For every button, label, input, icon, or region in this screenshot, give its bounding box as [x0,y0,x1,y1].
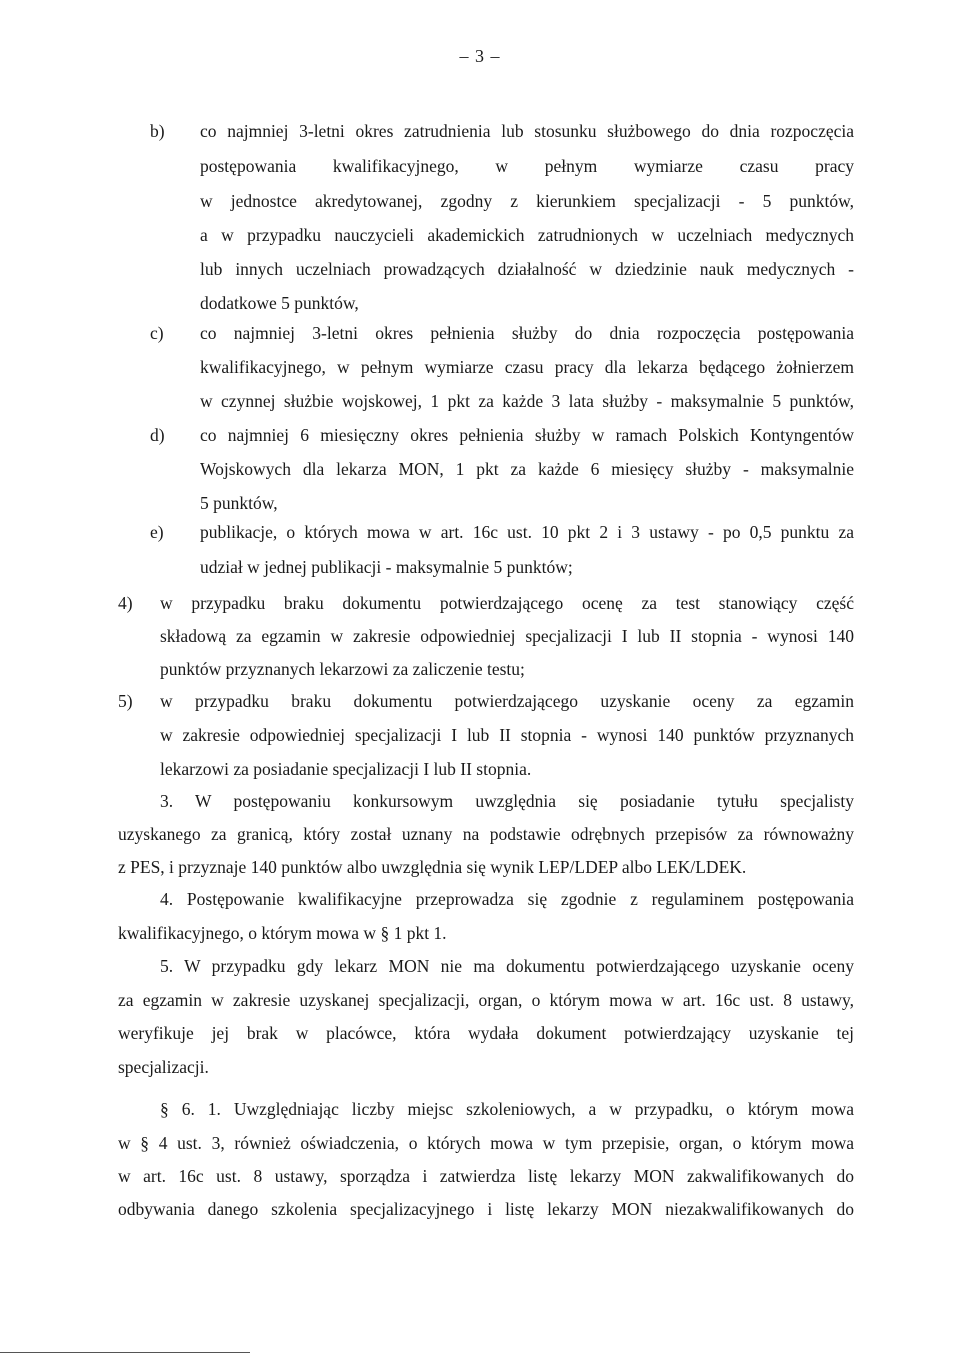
item-b-line: w jednostce akredytowanej, zgodny z kierunkiem specjalizacji - 5 punktów, [200,191,854,211]
point-4-line: w przypadku braku dokumentu potwierdzającego ocenę za test stanowiący część [160,593,854,613]
item-d-label: d) [150,425,165,445]
item-b-line: lub innych uczelniach prowadzących działalność w dziedzinie nauk medycznych - [200,259,854,279]
item-c-line: co najmniej 3-letni okres pełnienia służby do dnia rozpoczęcia postępowania [200,323,854,343]
page-number: – 3 – [459,46,501,66]
item-b-line: dodatkowe 5 punktów, [200,293,359,313]
item-b-line: co najmniej 3-letni okres zatrudnienia lub stosunku służbowego do dnia rozpoczęcia [200,121,854,141]
item-d-line: co najmniej 6 miesięczny okres pełnienia służby w ramach Polskich Kontyngentów [200,425,854,445]
item-c-line: w czynnej służbie wojskowej, 1 pkt za każde 3 lata służby - maksymalnie 5 punktów, [200,391,854,411]
section-6-line: odbywania danego szkolenia specjalizacyjnego i listę lekarzy MON niezakwalifikowanych do [118,1199,854,1219]
point-5-label: 5) [118,691,133,711]
item-c-label: c) [150,323,164,343]
section-6-line: § 6. 1. Uwzględniając liczby miejsc szkoleniowych, a w przypadku, o którym mowa [160,1099,854,1119]
item-e-label: e) [150,522,164,542]
item-b-line: postępowania kwalifikacyjnego, w pełnym wymiarze czasu pracy [200,156,854,176]
point-4-line: punktów przyznanych lekarzowi za zaliczenie testu; [160,659,525,679]
point-5-line: w przypadku braku dokumentu potwierdzającego uzyskanie oceny za egzamin [160,691,854,711]
scan-edge-divider [0,1352,250,1353]
item-b-line: a w przypadku nauczycieli akademickich zatrudnionych w uczelniach medycznych [200,225,854,245]
paragraph-5-line: za egzamin w zakresie uzyskanej specjalizacji, organ, o którym mowa w art. 16c ust. 8 ustawy, [118,990,854,1010]
section-6-line: w § 4 ust. 3, również oświadczenia, o których mowa w tym przepisie, organ, o którym mowa [118,1133,854,1153]
item-b-label: b) [150,121,165,141]
section-6-line: w art. 16c ust. 8 ustawy, sporządza i zatwierdza listę lekarzy MON zakwalifikowanych do [118,1166,854,1186]
paragraph-5-line: 5. W przypadku gdy lekarz MON nie ma dokumentu potwierdzającego uzyskanie oceny [160,956,854,976]
paragraph-4-line: 4. Postępowanie kwalifikacyjne przeprowadza się zgodnie z regulaminem postępowania [160,889,854,909]
item-d-line: Wojskowych dla lekarza MON, 1 pkt za każde 6 miesięcy służby - maksymalnie [200,459,854,479]
item-e-line: publikacje, o których mowa w art. 16c ust. 10 pkt 2 i 3 ustawy - po 0,5 punktu za [200,522,854,542]
point-4-line: składową za egzamin w zakresie odpowiedniej specjalizacji I lub II stopnia - wynosi 140 [160,626,854,646]
paragraph-5-line: weryfikuje jej brak w placówce, która wydała dokument potwierdzający uzyskanie tej [118,1023,854,1043]
point-5-line: w zakresie odpowiedniej specjalizacji I lub II stopnia - wynosi 140 punktów przyznanych [160,725,854,745]
paragraph-4-line: kwalifikacyjnego, o którym mowa w § 1 pkt 1. [118,923,447,943]
paragraph-3-line: 3. W postępowaniu konkursowym uwzględnia się posiadanie tytułu specjalisty [160,791,854,811]
point-4-label: 4) [118,593,133,613]
paragraph-3-line: uzyskanego za granicą, który został uznany na podstawie odrębnych przepisów za równoważny [118,824,854,844]
paragraph-3-line: z PES, i przyznaje 140 punktów albo uwzględnia się wynik LEP/LDEP albo LEK/LDEK. [118,857,747,877]
paragraph-5-line: specjalizacji. [118,1057,209,1077]
item-d-line: 5 punktów, [200,493,278,513]
point-5-line: lekarzowi za posiadanie specjalizacji I lub II stopnia. [160,759,532,779]
item-e-line: udział w jednej publikacji - maksymalnie 5 punktów; [200,557,573,577]
item-c-line: kwalifikacyjnego, w pełnym wymiarze czasu pracy dla lekarza będącego żołnierzem [200,357,854,377]
